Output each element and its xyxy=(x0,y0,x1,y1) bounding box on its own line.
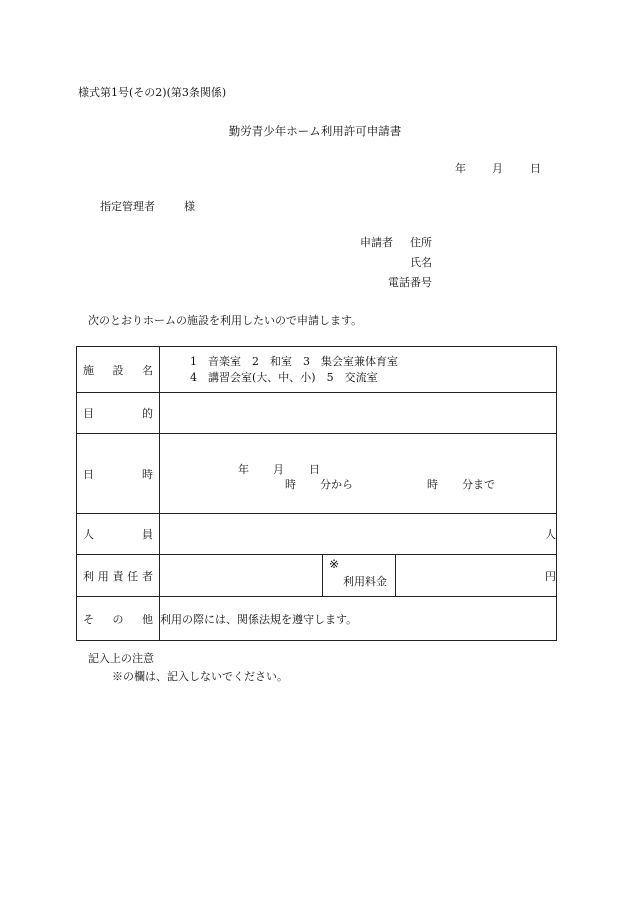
other-label-char: の xyxy=(112,612,124,626)
addressee xyxy=(100,198,195,214)
other-row xyxy=(77,597,557,641)
date-day-label: 日 xyxy=(530,162,541,175)
datetime-from-hour-label: 時 xyxy=(285,477,296,491)
responsible-row xyxy=(77,555,557,597)
other-label-char: 他 xyxy=(142,612,153,626)
application-date xyxy=(455,160,545,176)
applicant-block xyxy=(340,234,440,294)
datetime-row xyxy=(77,434,557,514)
fee-label-cell xyxy=(323,555,396,597)
responsible-label-cell xyxy=(77,555,160,597)
form-number: 様式第1号(その2)(第3条関係) xyxy=(78,86,227,99)
date-month-label: 月 xyxy=(492,162,503,175)
office-use-mark: ※ xyxy=(329,556,340,571)
fee-unit: 円 xyxy=(545,569,557,583)
purpose-field[interactable] xyxy=(160,393,557,434)
other-label-char: そ xyxy=(83,612,94,626)
responsible-person-field[interactable] xyxy=(160,555,323,597)
address-label: 住所 xyxy=(410,236,432,249)
datetime-label-char: 時 xyxy=(142,467,153,481)
facility-options-cell[interactable] xyxy=(160,347,557,393)
addressee-name: 指定管理者 xyxy=(100,200,155,213)
responsible-label-char: 任 xyxy=(127,569,139,583)
facility-label-char: 設 xyxy=(112,363,124,377)
headcount-unit: 人 xyxy=(545,528,557,541)
other-field xyxy=(160,597,557,641)
date-year-label: 年 xyxy=(455,162,466,175)
application-statement: 次のとおりホームの施設を利用したいので申請します。 xyxy=(88,314,363,327)
name-label: 氏名 xyxy=(410,256,432,269)
purpose-label-char: 目 xyxy=(83,407,94,420)
purpose-label-char: 的 xyxy=(142,407,153,420)
responsible-label-char: 用 xyxy=(97,569,109,583)
facility-label-cell xyxy=(77,347,160,393)
fee-field[interactable] xyxy=(396,555,557,597)
facility-options-line2: 4 講習会室(大、中、小) 5 交流室 xyxy=(190,370,378,384)
headcount-label-cell xyxy=(77,514,160,555)
datetime-from-minute-label: 分から xyxy=(320,477,353,491)
responsible-label-char: 責 xyxy=(112,569,124,583)
addressee-honorific: 様 xyxy=(184,200,195,213)
phone-label: 電話番号 xyxy=(388,276,432,289)
datetime-year-label: 年 xyxy=(238,462,249,476)
purpose-row xyxy=(77,393,557,434)
headcount-label-char: 員 xyxy=(142,528,153,541)
compliance-statement: 利用の際には、関係法規を遵守します。 xyxy=(160,612,358,626)
document-title: 勤労青少年ホーム利用許可申請書 xyxy=(228,124,402,138)
responsible-label-char: 利 xyxy=(83,569,94,583)
headcount-row xyxy=(77,514,557,555)
datetime-month-label: 月 xyxy=(273,462,284,476)
application-form-table xyxy=(76,346,557,641)
datetime-label-cell xyxy=(77,434,160,514)
facility-options-line1: 1 音楽室 2 和室 3 集会室兼体育室 xyxy=(190,354,398,368)
datetime-field[interactable] xyxy=(160,434,557,514)
datetime-to-hour-label: 時 xyxy=(427,477,438,491)
facility-label-char: 名 xyxy=(142,363,153,377)
other-label-cell xyxy=(77,597,160,641)
purpose-label-cell xyxy=(77,393,160,434)
headcount-field[interactable] xyxy=(160,514,557,555)
responsible-label-char: 者 xyxy=(142,569,153,583)
notes-title: 記入上の注意 xyxy=(88,652,154,665)
fee-label: 利用料金 xyxy=(343,574,387,588)
datetime-day-label: 日 xyxy=(309,462,320,476)
applicant-label: 申請者 xyxy=(360,236,393,249)
datetime-label-char: 日 xyxy=(83,467,94,481)
facility-row xyxy=(77,347,557,393)
headcount-label-char: 人 xyxy=(83,528,94,541)
datetime-to-minute-label: 分まで xyxy=(462,477,495,491)
facility-label-char: 施 xyxy=(83,363,94,377)
notes-line: ※の欄は、記入しないでください。 xyxy=(112,670,288,683)
